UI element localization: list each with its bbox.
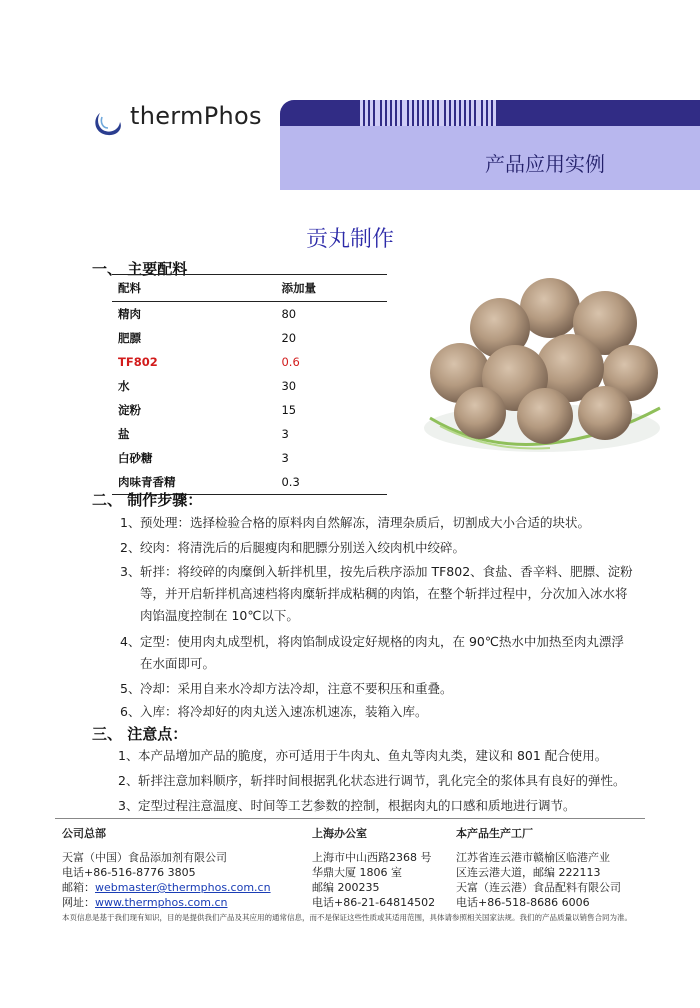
- footer-email-label: 邮箱：: [62, 881, 95, 894]
- table-header-cell: 配料: [118, 281, 141, 295]
- footer-heading: 上海办公室: [312, 827, 367, 840]
- note-number: 3、: [118, 798, 139, 813]
- table-row: [112, 374, 387, 398]
- step-text: 定型：使用肉丸成型机，将肉馅制成设定好规格的肉丸，在 90℃热水中加热至肉丸漂浮在水面即可。: [140, 634, 624, 671]
- footer-hq: [62, 826, 292, 910]
- step-number: 3、: [120, 564, 141, 579]
- thermphos-swirl-logo-icon: [92, 106, 124, 138]
- step-text: 斩拌：将绞碎的肉糜倒入斩拌机里，按先后秩序添加 TF802、食盐、香辛料、肥膘、淀粉等，并开启斩拌机高速档将肉糜斩拌成粘稠的肉馅，在整个斩拌过程中，分次加入冰水将肉馅温度控制在 10℃以下。: [140, 564, 633, 623]
- ingredient-name: 淀粉: [118, 403, 141, 417]
- banner-title: 产品应用实例: [485, 152, 605, 176]
- footer-heading: 公司总部: [62, 827, 106, 840]
- step-text: 预处理：选择检验合格的原料肉自然解冻，清理杂质后，切割成大小合适的块状。: [140, 515, 591, 530]
- brand-name: thermPhos: [130, 102, 262, 130]
- header-banner: [280, 100, 700, 190]
- footer-company: 天富（中国）食品添加剂有限公司: [62, 851, 227, 864]
- table-header-row: [112, 274, 387, 302]
- ingredient-name: 肉味青香精: [118, 475, 176, 489]
- footer-address: 华鼎大厦 1806 室: [312, 866, 402, 879]
- ingredient-name: 盐: [118, 427, 130, 441]
- ingredient-amount: 20: [281, 331, 297, 345]
- ingredient-amount: 15: [281, 403, 297, 417]
- footer-address: 区连云港大道，邮编 222113: [456, 866, 601, 879]
- ingredient-amount: 80: [281, 307, 297, 321]
- table-row: [112, 302, 387, 326]
- step-text: 冷却：采用自来水冷却方法冷却，注意不要积压和重叠。: [140, 681, 453, 696]
- ingredient-amount: 0.6: [281, 355, 300, 369]
- step-number: 2、: [120, 540, 141, 555]
- footer-email: [62, 880, 292, 895]
- ingredient-name: 水: [118, 379, 130, 393]
- note-text: 斩拌注意加料顺序，斩拌时间根据乳化状态进行调节，乳化完全的浆体具有良好的弹性。: [138, 773, 626, 788]
- step-number: 1、: [120, 515, 141, 530]
- footer-postcode: 邮编 200235: [312, 881, 380, 894]
- ingredient-name: 精肉: [118, 307, 141, 321]
- section-title-ingredients: 一、 主要配料: [92, 260, 188, 278]
- ingredient-amount: 3: [281, 427, 289, 441]
- step-text: 绞肉：将清洗后的后腿瘦肉和肥膘分别送入绞肉机中绞碎。: [140, 540, 466, 555]
- footer-address: 上海市中山西路2368 号: [312, 851, 432, 864]
- ingredients-table: [112, 274, 387, 495]
- ingredient-name: 肥膘: [118, 331, 141, 345]
- email-link[interactable]: webmaster@thermphos.com.cn: [95, 881, 271, 894]
- table-row: [112, 446, 387, 470]
- step-number: 5、: [120, 681, 141, 696]
- table-row: [112, 398, 387, 422]
- footer-shanghai: [312, 826, 452, 910]
- footer-phone: 电话+86-516-8776 3805: [62, 866, 196, 879]
- footer-divider: [55, 818, 645, 819]
- footer-web-label: 网址：: [62, 896, 95, 909]
- section-title-notes: 三、 注意点：: [92, 725, 188, 743]
- ingredient-name: TF802: [118, 355, 158, 369]
- banner-barcode-decoration: [360, 100, 496, 126]
- table-row: [112, 326, 387, 350]
- ingredient-amount: 30: [281, 379, 297, 393]
- note-number: 2、: [118, 773, 139, 788]
- step-number: 6、: [120, 704, 141, 719]
- step-number: 4、: [120, 634, 141, 649]
- table-row: [112, 350, 387, 374]
- section-title-steps: 二、 制作步骤：: [92, 491, 203, 509]
- footer-address: 江苏省连云港市赣榆区临港产业: [456, 851, 610, 864]
- footer-web: [62, 895, 292, 910]
- meatball-photo: [420, 268, 665, 454]
- table-row: [112, 422, 387, 446]
- ingredient-name: 白砂糖: [118, 451, 153, 465]
- note-text: 定型过程注意温度、时间等工艺参数的控制，根据肉丸的口感和质地进行调节。: [138, 798, 576, 813]
- step-text: 入库：将冷却好的肉丸送入速冻机速冻，装箱入库。: [140, 704, 428, 719]
- footer-phone: 电话+86-518-8686 6006: [456, 896, 590, 909]
- ingredient-amount: 0.3: [281, 475, 300, 489]
- page-title: 贡丸制作: [305, 227, 394, 252]
- website-link[interactable]: www.thermphos.com.cn: [95, 896, 228, 909]
- note-text: 本产品增加产品的脆度，亦可适用于牛肉丸、鱼丸等肉丸类，建议和 801 配合使用。: [138, 748, 608, 763]
- disclaimer-text: 本页信息是基于我们现有知识，目的是提供我们产品及其应用的通常信息，而不是保证这些性质或其适用范围，具体请参照相关国家法规。我们的产品质量以销售合同为准。: [62, 913, 632, 922]
- footer-company: 天富（连云港）食品配料有限公司: [456, 881, 621, 894]
- footer-heading: 本产品生产工厂: [456, 827, 533, 840]
- table-header-cell: 添加量: [281, 281, 316, 295]
- ingredient-amount: 3: [281, 451, 289, 465]
- footer-phone: 电话+86-21-64814502: [312, 896, 436, 909]
- company-logo: [92, 100, 262, 140]
- footer-factory: [456, 826, 656, 910]
- note-number: 1、: [118, 748, 139, 763]
